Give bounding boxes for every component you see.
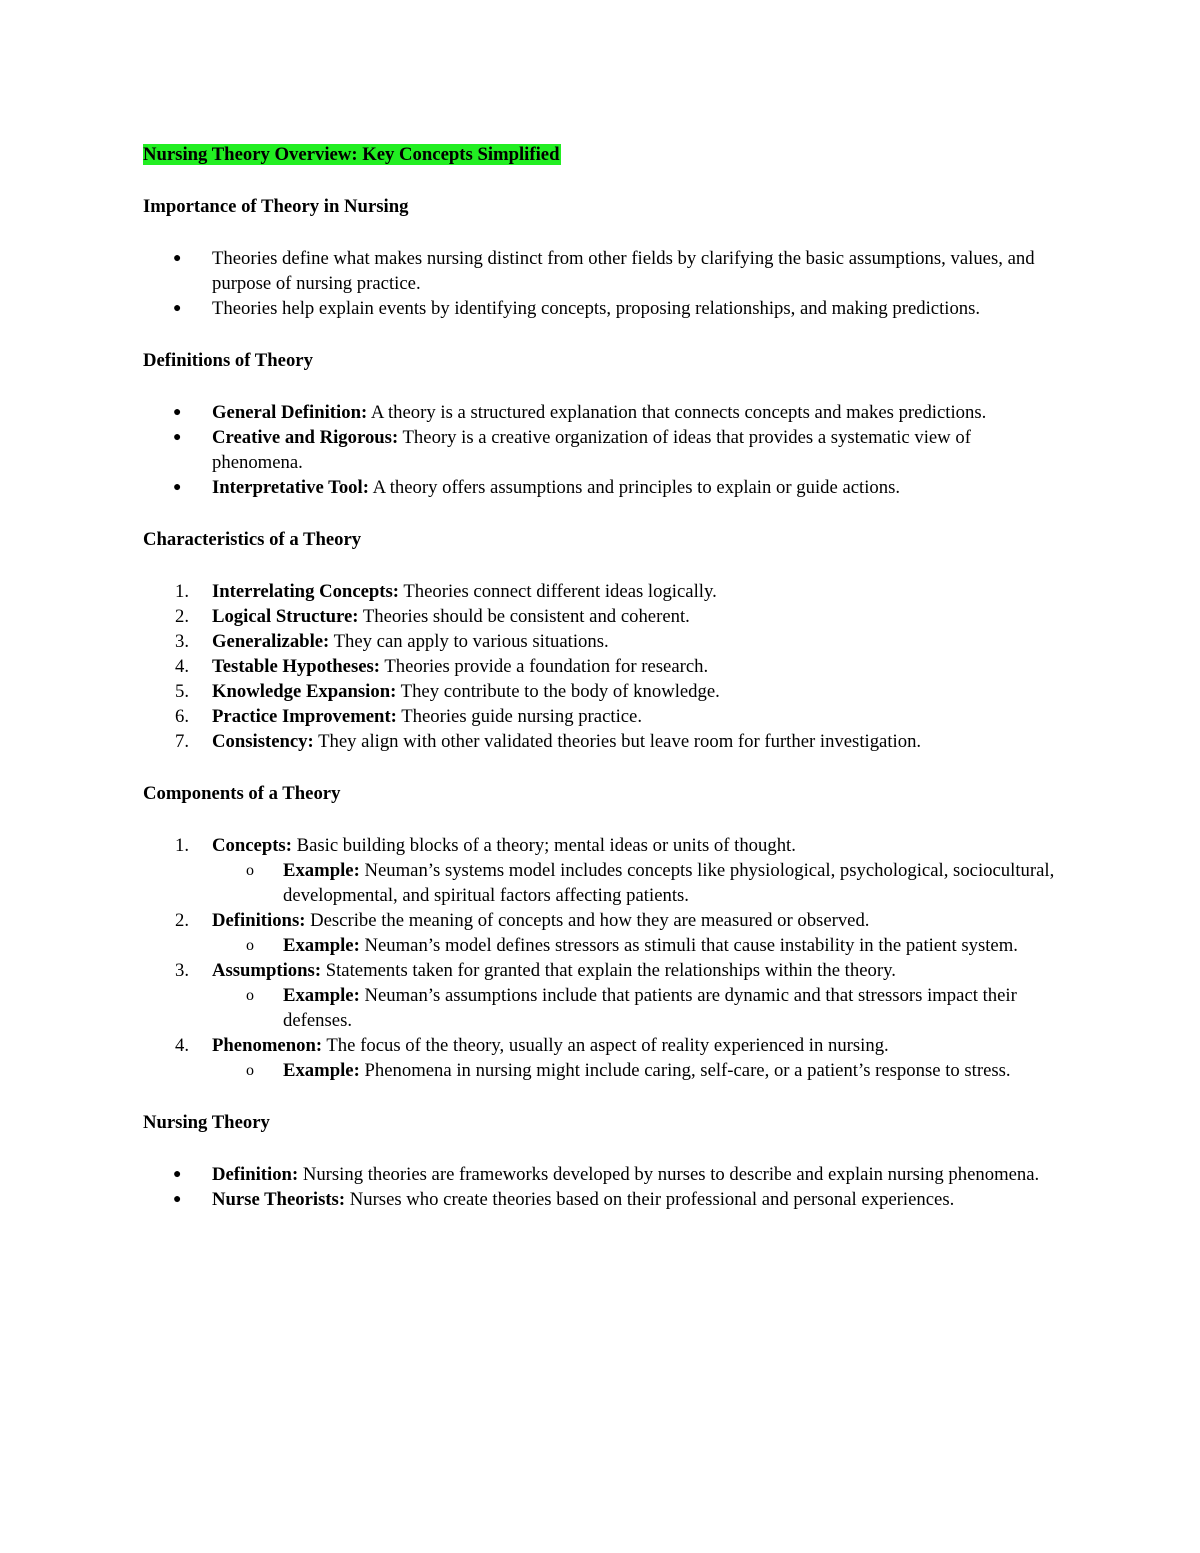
bullet-icon: ●: [173, 1192, 182, 1207]
document-title: [143, 142, 1063, 167]
bullet-icon: ●: [173, 480, 182, 495]
list-item: ● Theories define what makes nursing distinct from other fields by clarifying the basic assumptions, values, and purpose of nursing practice.: [173, 248, 1035, 294]
list-item: ● General Definition: A theory is a structured explanation that connects concepts and makes predictions.: [173, 402, 987, 423]
bullet-icon: ●: [173, 405, 182, 420]
item-label: Generalizable:: [212, 631, 330, 652]
item-label: Definition:: [212, 1164, 299, 1185]
item-label: Consistency:: [212, 731, 314, 752]
section-heading: Importance of Theory in Nursing: [143, 196, 409, 217]
bullet-list: [143, 400, 1063, 500]
sub-list-item: o Example: Neuman’s model defines stressors as stimuli that cause instability in the patient system.: [246, 935, 1018, 956]
sub-list-item: o Example: Phenomena in nursing might include caring, self-care, or a patient’s response to stress.: [246, 1060, 1011, 1081]
highlighted-title: Nursing Theory Overview: Key Concepts Simplified: [143, 144, 560, 165]
sub-list: [143, 858, 1063, 908]
document-content: [143, 142, 1063, 1239]
section-heading: Definitions of Theory: [143, 350, 313, 371]
item-label: Interrelating Concepts:: [212, 581, 400, 602]
list-item: 3. Generalizable: They can apply to various situations.: [175, 631, 609, 652]
list-item: ● Creative and Rigorous: Theory is a creative organization of ideas that provides a systematic view of phenomena.: [173, 427, 971, 473]
item-label: Phenomenon:: [212, 1035, 323, 1056]
list-item: ● Definition: Nursing theories are frameworks developed by nurses to describe and explain nursing phenomena.: [173, 1164, 1040, 1185]
example-label: Example:: [283, 860, 360, 881]
example-label: Example:: [283, 985, 360, 1006]
sub-list: [143, 1058, 1063, 1083]
section-heading: Characteristics of a Theory: [143, 529, 362, 550]
item-label: Creative and Rigorous:: [212, 427, 399, 448]
example-label: Example:: [283, 935, 360, 956]
item-label: Definitions:: [212, 910, 306, 931]
item-label: Concepts:: [212, 835, 292, 856]
bullet-icon: ●: [173, 430, 182, 445]
item-label: Practice Improvement:: [212, 706, 397, 727]
sub-list: [143, 983, 1063, 1033]
item-label: Nurse Theorists:: [212, 1189, 346, 1210]
bullet-list: [143, 1162, 1063, 1212]
sub-list-item: o Example: Neuman’s systems model includes concepts like physiological, psychological, sociocultural, developmental, and spiritual factors affecting patients.: [246, 860, 1055, 906]
list-item: 4. Testable Hypotheses: Theories provide a foundation for research.: [175, 656, 709, 677]
item-label: Testable Hypotheses:: [212, 656, 381, 677]
list-item: ● Interpretative Tool: A theory offers assumptions and principles to explain or guide actions.: [173, 477, 901, 498]
bullet-icon: ●: [173, 1167, 182, 1182]
circle-bullet-icon: o: [246, 862, 254, 879]
item-label: Assumptions:: [212, 960, 322, 981]
circle-bullet-icon: o: [246, 1062, 254, 1079]
section-heading: Nursing Theory: [143, 1112, 270, 1133]
list-item: 6. Practice Improvement: Theories guide nursing practice.: [175, 706, 643, 727]
bullet-icon: ●: [173, 301, 182, 316]
bullet-icon: ●: [173, 251, 182, 266]
example-label: Example:: [283, 1060, 360, 1081]
list-item: 2. Definitions: Describe the meaning of concepts and how they are measured or observed.: [175, 910, 870, 931]
item-label: Knowledge Expansion:: [212, 681, 397, 702]
bullet-list: [143, 246, 1063, 321]
circle-bullet-icon: o: [246, 987, 254, 1004]
circle-bullet-icon: o: [246, 937, 254, 954]
list-item: ● Nurse Theorists: Nurses who create theories based on their professional and personal experiences.: [173, 1189, 955, 1210]
numbered-list: [143, 833, 1063, 1083]
list-item: 7. Consistency: They align with other validated theories but leave room for further investigation.: [175, 731, 922, 752]
list-item: 3. Assumptions: Statements taken for granted that explain the relationships within the theory.: [175, 960, 896, 981]
list-item: 1. Interrelating Concepts: Theories connect different ideas logically.: [175, 581, 717, 602]
numbered-list: [143, 579, 1063, 754]
list-item: 1. Concepts: Basic building blocks of a theory; mental ideas or units of thought.: [175, 835, 796, 856]
list-item: ● Theories help explain events by identifying concepts, proposing relationships, and making predictions.: [173, 298, 981, 319]
item-label: Logical Structure:: [212, 606, 359, 627]
item-label: General Definition:: [212, 402, 368, 423]
list-item: 4. Phenomenon: The focus of the theory, usually an aspect of reality experienced in nursing.: [175, 1035, 889, 1056]
item-label: Interpretative Tool:: [212, 477, 369, 498]
sub-list-item: o Example: Neuman’s assumptions include that patients are dynamic and that stressors impact their defenses.: [246, 985, 1017, 1031]
list-item: 5. Knowledge Expansion: They contribute to the body of knowledge.: [175, 681, 720, 702]
list-item: 2. Logical Structure: Theories should be consistent and coherent.: [175, 606, 690, 627]
section-heading: Components of a Theory: [143, 783, 341, 804]
sub-list: [143, 933, 1063, 958]
